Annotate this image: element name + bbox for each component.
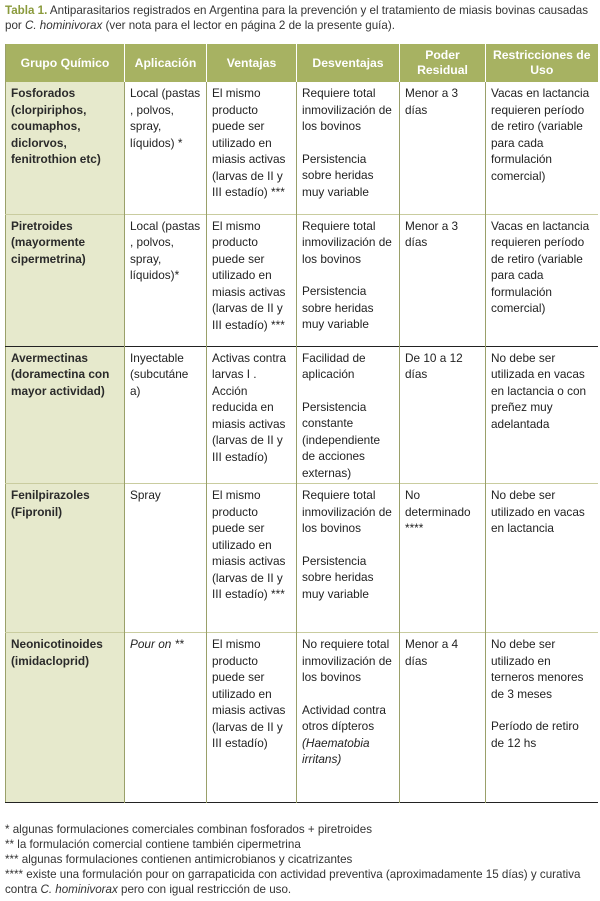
cell-aplicacion: Spray <box>125 484 207 633</box>
cell-desventajas <box>297 82 400 214</box>
cell-aplicacion: Local (pastas , polvos, spray, líquidos)* <box>125 214 207 346</box>
footnote-4-text: **** existe una formulación pour on garrapaticida con actividad preventiva (aproximadamente 15 días) y curativa contra <box>5 868 581 896</box>
cell-poder-residual: Menor a 3 días <box>400 82 486 214</box>
table-row <box>6 484 598 633</box>
desventaja-2: Persistencia constante (independiente de acciones externas) <box>302 399 381 480</box>
cell-restricciones: No debe ser utilizada en vacas en lactancia o con preñez muy adelantada <box>486 346 598 484</box>
header-aplicacion: Aplicación <box>125 44 207 82</box>
cell-grupo: Piretroides (mayormente cipermetrina) <box>6 214 125 346</box>
cell-aplicacion: Local (pastas , polvos, spray, líquidos) * <box>125 82 207 214</box>
header-ventajas: Ventajas <box>207 44 297 82</box>
footnote-4 <box>5 867 597 897</box>
cell-restricciones <box>486 633 598 803</box>
desventaja-2: Actividad contra otros dípteros <box>302 702 386 733</box>
desventaja-2: Persistencia sobre heridas muy variable <box>302 553 374 601</box>
table-row <box>6 633 598 803</box>
restriccion-1: No debe ser utilizado en terneros menores de 3 meses <box>491 637 584 701</box>
cell-desventajas <box>297 484 400 633</box>
table-row <box>6 214 598 346</box>
cell-ventajas: El mismo producto puede ser utilizado en miasis activas (larvas de II y III estadío) *** <box>207 214 297 346</box>
caption-species: C. hominivorax <box>24 18 103 32</box>
cell-poder-residual: Menor a 3 días <box>400 214 486 346</box>
desventaja-1: Requiere total inmovilización de los bovinos <box>302 488 392 535</box>
table-row <box>6 346 598 484</box>
desventaja-1: No requiere total inmovilización de los bovinos <box>302 637 392 684</box>
antiparasitic-table <box>5 44 598 803</box>
footnote-3: *** algunas formulaciones contienen antimicrobianos y cicatrizantes <box>5 853 353 866</box>
cell-poder-residual: No determinado **** <box>400 484 486 633</box>
cell-desventajas <box>297 214 400 346</box>
cell-grupo: Fosforados (clorpiriphos, coumaphos, diclorvos, fenitrothion etc) <box>6 82 125 214</box>
footnote-4-species: C. hominivorax <box>40 883 118 896</box>
cell-poder-residual: De 10 a 12 días <box>400 346 486 484</box>
cell-ventajas: El mismo producto puede ser utilizado en miasis activas (larvas de II y III estadío) *** <box>207 82 297 214</box>
cell-ventajas: El mismo producto puede ser utilizado en miasis activas (larvas de II y III estadío) *** <box>207 484 297 633</box>
cell-restricciones: Vacas en lactancia requieren período de retiro (variable para cada formulación comercial) <box>486 214 598 346</box>
desventaja-1: Facilidad de aplicación <box>302 350 366 381</box>
cell-poder-residual: Menor a 4 días <box>400 633 486 803</box>
footnote-1: * algunas formulaciones comerciales combinan fosforados + piretroides <box>5 823 373 836</box>
desventaja-species: (Haematobia irritans) <box>302 735 370 766</box>
footnote-4-suffix: pero con igual restricción de uso. <box>117 883 292 896</box>
cell-grupo: Fenilpirazoles (Fipronil) <box>6 484 125 633</box>
header-restricciones: Restricciones de Uso <box>486 44 598 82</box>
cell-grupo: Avermectinas (doramectina con mayor actividad) <box>6 346 125 484</box>
cell-ventajas: El mismo producto puede ser utilizado en miasis activas (larvas de II y III estadío) <box>207 633 297 803</box>
caption-suffix: (ver nota para el lector en página 2 de la presente guía). <box>102 18 395 32</box>
table-row <box>6 82 598 214</box>
caption-text: Antiparasitarios registrados en Argentina para la prevención y el tratamiento de miasis bovinas causadas por <box>5 4 589 32</box>
table-header-row <box>6 44 598 82</box>
cell-aplicacion: Pour on ** <box>125 633 207 803</box>
cell-desventajas <box>297 346 400 484</box>
cell-grupo: Neonicotinoides (imidacloprid) <box>6 633 125 803</box>
cell-restricciones: No debe ser utilizado en vacas en lactancia <box>486 484 598 633</box>
restriccion-2: Período de retiro de 12 hs <box>491 719 579 750</box>
header-grupo: Grupo Químico <box>6 44 125 82</box>
footnotes <box>5 822 597 897</box>
header-desventajas: Desventajas <box>297 44 400 82</box>
desventaja-1: Requiere total inmovilización de los bovinos <box>302 218 392 266</box>
desventaja-1: Requiere total inmovilización de los bovinos <box>302 86 392 133</box>
header-poder-residual: Poder Residual <box>400 44 486 82</box>
caption-label: Tabla 1. <box>5 4 48 17</box>
desventaja-2: Persistencia sobre heridas muy variable <box>302 151 374 199</box>
cell-desventajas <box>297 633 400 803</box>
desventaja-2: Persistencia sobre heridas muy variable <box>302 284 374 331</box>
footnote-2: ** la formulación comercial contiene también cipermetrina <box>5 838 301 851</box>
table-caption <box>5 4 595 33</box>
cell-ventajas: Activas contra larvas I . Acción reducida en miasis activas (larvas de II y III estadío) <box>207 346 297 484</box>
cell-aplicacion: Inyectable (subcutáne a) <box>125 346 207 484</box>
cell-restricciones: Vacas en lactancia requieren período de retiro (variable para cada formulación comercial) <box>491 86 590 183</box>
